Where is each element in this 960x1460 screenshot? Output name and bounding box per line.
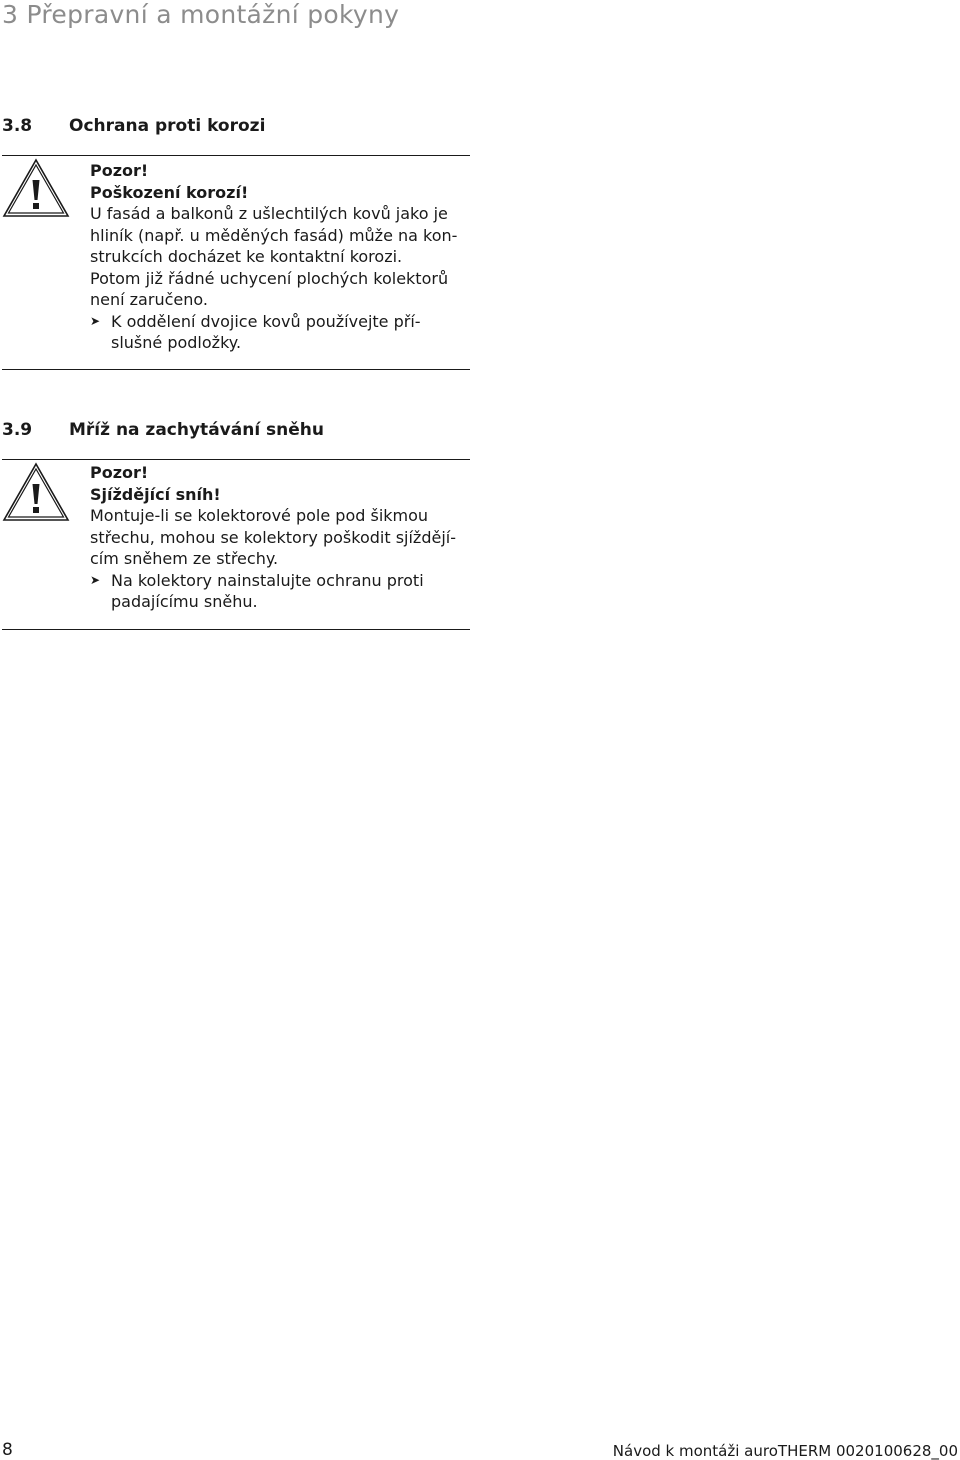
doc-brand: THERM (777, 1442, 832, 1460)
warning-text-line: hliník (např. u měděných fasád) může na kon- (90, 225, 458, 245)
warning-text-line: není zaručeno. (90, 290, 208, 309)
doc-prefix: Návod k montáži auro (612, 1442, 778, 1460)
instruction-step (90, 570, 480, 613)
arrow-bullet-icon: ➤ (90, 572, 101, 587)
warning-top-rule (2, 459, 470, 460)
section-heading-3-9 (2, 420, 324, 440)
warning-triangle-icon (2, 462, 70, 522)
page-number: 8 (2, 1440, 13, 1460)
instruction-text-line: padajícímu sněhu. (111, 592, 258, 611)
arrow-bullet-icon: ➤ (90, 313, 101, 328)
section-number: 3.8 (2, 116, 33, 136)
warning-triangle-icon (2, 158, 70, 218)
instruction-text-line: K oddělení dvojice kovů používejte pří- (111, 311, 421, 331)
warning-text-line: cím sněhem ze střechy. (90, 549, 279, 568)
section-title: Mříž na zachytávání sněhu (69, 420, 325, 440)
warning-bottom-rule (2, 629, 470, 630)
warning-text-line: strukcích docházet ke kontaktní korozi. (90, 247, 403, 266)
instruction-text-line: slušné podložky. (111, 333, 242, 352)
warning-note-snow (90, 462, 480, 613)
instruction-step (90, 311, 480, 354)
warning-text-line: Montuje-li se kolektorové pole pod šikmou (90, 506, 429, 525)
warning-text-line: Potom již řádné uchycení plochých kolektorů (90, 268, 449, 288)
warning-headline: Poškození korozí! (90, 182, 249, 202)
chapter-title: 3 Přepravní a montážní pokyny (2, 0, 400, 29)
document-reference (613, 1442, 958, 1460)
warning-headline: Sjíždějící sníh! (90, 484, 221, 504)
doc-code: 0020100628_00 (831, 1442, 958, 1460)
instruction-text-line: Na kolektory nainstalujte ochranu proti (111, 570, 424, 590)
section-heading-3-8 (2, 116, 265, 136)
section-title: Ochrana proti korozi (69, 116, 266, 136)
warning-label: Pozor! (90, 463, 149, 482)
section-number: 3.9 (2, 420, 33, 440)
warning-text-line: U fasád a balkonů z ušlechtilých kovů jako je (90, 204, 448, 223)
warning-bottom-rule (2, 369, 470, 370)
warning-label: Pozor! (90, 161, 149, 180)
warning-text-line: střechu, mohou se kolektory poškodit sjíždějí- (90, 527, 456, 547)
warning-top-rule (2, 155, 470, 156)
warning-note-corrosion (90, 160, 480, 354)
